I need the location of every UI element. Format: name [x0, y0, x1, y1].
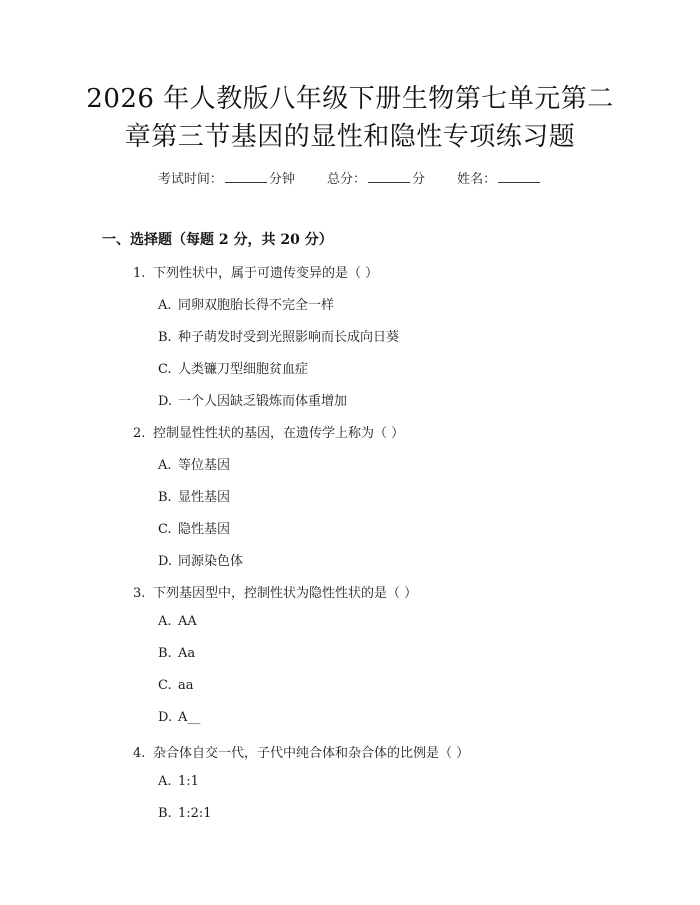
- option-letter: A.: [158, 458, 172, 473]
- question-number: 4.: [133, 746, 146, 761]
- question-2-option-c: [158, 518, 230, 537]
- question-3: [133, 582, 417, 601]
- question-number: 3.: [133, 586, 146, 601]
- question-text: 控制显性性状的基因，在遗传学上称为（ ）: [153, 426, 405, 441]
- option-letter: D.: [158, 394, 173, 409]
- question-number: 1.: [133, 266, 146, 281]
- name-label: 姓名：: [457, 172, 497, 187]
- exam-title-line-1: 2026 年人教版八年级下册生物第七单元第二: [86, 84, 614, 114]
- option-text: 一个人因缺乏锻炼而体重增加: [178, 394, 348, 409]
- option-text: 种子萌发时受到光照影响而长成向日葵: [178, 330, 400, 345]
- option-text: 1:1: [178, 774, 199, 789]
- option-letter: B.: [158, 330, 172, 345]
- option-text: 显性基因: [178, 490, 231, 505]
- question-text: 杂合体自交一代，子代中纯合体和杂合体的比例是（ ）: [153, 746, 470, 761]
- option-text: 隐性基因: [178, 522, 231, 537]
- option-text: 同源染色体: [178, 554, 244, 569]
- question-3-option-b: [158, 646, 195, 661]
- exam-time-unit: 分钟: [268, 172, 295, 187]
- option-letter: B.: [158, 646, 172, 661]
- question-number: 2.: [133, 426, 146, 441]
- option-letter: A.: [158, 298, 172, 313]
- exam-time-blank: [225, 170, 267, 183]
- option-text: 等位基因: [178, 458, 231, 473]
- total-score-label: 总分：: [326, 172, 366, 187]
- option-letter: C.: [158, 678, 172, 693]
- option-text: aa: [178, 678, 194, 693]
- option-letter: A.: [158, 614, 172, 629]
- question-1-option-a: [158, 294, 334, 313]
- option-text: Aa: [178, 646, 196, 661]
- exam-title-line-2: 章第三节基因的显性和隐性专项练习题: [124, 122, 576, 152]
- option-letter: C.: [158, 362, 172, 377]
- question-3-option-c: [158, 678, 194, 693]
- total-score-blank: [368, 170, 410, 183]
- option-letter: B.: [158, 806, 172, 821]
- question-2-option-b: [158, 486, 230, 505]
- option-text: A__: [178, 710, 201, 725]
- question-4-option-b: [158, 806, 212, 821]
- question-1-option-d: [158, 390, 347, 409]
- exam-time-field: [158, 168, 295, 187]
- option-text: 人类镰刀型细胞贫血症: [178, 362, 309, 377]
- exam-time-label: 考试时间：: [157, 172, 223, 187]
- total-score-field: [327, 168, 425, 187]
- option-letter: B.: [158, 490, 172, 505]
- question-1-option-c: [158, 358, 308, 377]
- question-text: 下列性状中，属于可遗传变异的是（ ）: [153, 266, 379, 281]
- question-text: 下列基因型中，控制性状为隐性性状的是（ ）: [153, 586, 418, 601]
- option-letter: C.: [158, 522, 172, 537]
- option-letter: D.: [158, 554, 173, 569]
- question-2: [133, 422, 404, 441]
- question-3-option-d: [158, 710, 200, 725]
- option-letter: A.: [158, 774, 172, 789]
- question-1-option-b: [158, 326, 399, 345]
- question-4-option-a: [158, 774, 199, 789]
- option-letter: D.: [158, 710, 173, 725]
- question-3-option-a: [158, 614, 197, 629]
- option-text: AA: [178, 614, 197, 629]
- name-blank: [498, 170, 540, 183]
- total-score-unit: 分: [412, 172, 426, 187]
- question-1: [133, 262, 378, 281]
- exam-info-line: [0, 168, 700, 187]
- option-text: 1:2:1: [178, 806, 212, 821]
- question-2-option-a: [158, 454, 230, 473]
- option-text: 同卵双胞胎长得不完全一样: [178, 298, 335, 313]
- name-field: [457, 168, 542, 187]
- question-2-option-d: [158, 550, 243, 569]
- section-heading: 一、选择题（每题 2 分，共 20 分）: [102, 232, 333, 248]
- question-4: [133, 742, 469, 761]
